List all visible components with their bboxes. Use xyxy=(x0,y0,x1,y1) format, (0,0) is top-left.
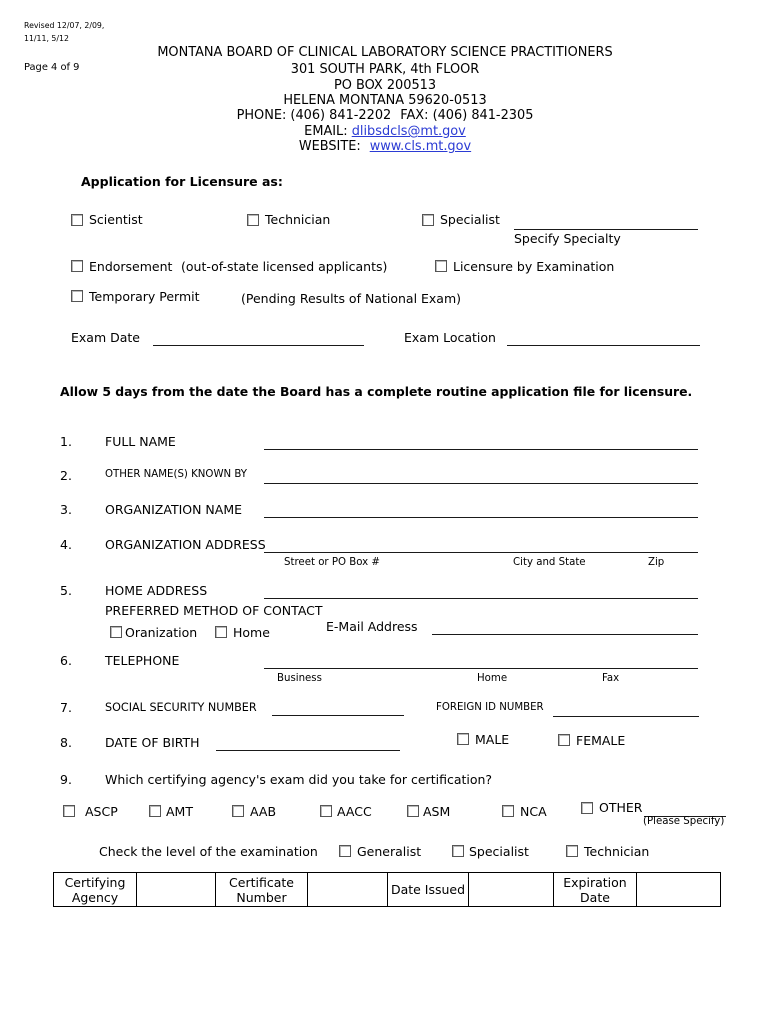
agency-asm-label: ASM xyxy=(423,804,451,819)
certifying-agency-cell[interactable] xyxy=(137,873,216,907)
agency-other-label: OTHER xyxy=(599,800,643,815)
home-address-input[interactable] xyxy=(264,584,698,599)
level-specialist-label: Specialist xyxy=(469,844,529,859)
specialty-input[interactable] xyxy=(514,215,698,230)
ssn-label: SOCIAL SECURITY NUMBER xyxy=(105,701,257,714)
foreign-id-label: FOREIGN ID NUMBER xyxy=(436,702,544,713)
item-number: 6. xyxy=(60,653,72,668)
agency-ascp-checkbox[interactable] xyxy=(63,805,75,817)
agency-other-input[interactable] xyxy=(644,802,726,817)
agency-aacc-checkbox[interactable] xyxy=(320,805,332,817)
item-number: 4. xyxy=(60,537,72,552)
exam-date-input[interactable] xyxy=(153,331,364,346)
board-address-line3: HELENA MONTANA 59620-0513 xyxy=(283,93,487,108)
exam-location-input[interactable] xyxy=(507,331,700,346)
other-names-input[interactable] xyxy=(264,469,698,484)
item-number: 9. xyxy=(60,772,72,787)
foreign-id-input[interactable] xyxy=(553,702,699,717)
agency-ascp-label: ASCP xyxy=(85,804,118,819)
email-address-label: E-Mail Address xyxy=(326,619,418,634)
item-number: 7. xyxy=(60,700,72,715)
agency-nca-checkbox[interactable] xyxy=(502,805,514,817)
date-of-birth-input[interactable] xyxy=(216,736,400,751)
female-checkbox[interactable] xyxy=(558,734,570,746)
email-link[interactable]: dlibsdcls@mt.gov xyxy=(351,124,466,139)
temporary-permit-label: Temporary Permit xyxy=(89,289,200,304)
certificate-number-header: Certificate Number xyxy=(216,873,308,907)
organization-address-input[interactable] xyxy=(264,538,698,553)
business-phone-sublabel: Business xyxy=(277,673,322,684)
temporary-permit-checkbox[interactable] xyxy=(71,290,83,302)
fax-sublabel: Fax xyxy=(602,673,620,684)
level-specialist-checkbox[interactable] xyxy=(452,845,464,857)
agency-amt-label: AMT xyxy=(166,804,193,819)
expiration-date-cell[interactable] xyxy=(637,873,721,907)
agency-other-checkbox[interactable] xyxy=(581,802,593,814)
level-generalist-label: Generalist xyxy=(357,844,422,859)
email-address-input[interactable] xyxy=(432,620,698,635)
agency-nca-label: NCA xyxy=(520,804,547,819)
home-phone-sublabel: Home xyxy=(477,673,508,684)
telephone-label: TELEPHONE xyxy=(105,653,180,668)
certifying-agency-header: Certifying Agency xyxy=(54,873,137,907)
telephone-input[interactable] xyxy=(264,654,698,669)
specialist-label: Specialist xyxy=(440,212,500,227)
level-generalist-checkbox[interactable] xyxy=(339,845,351,857)
full-name-label: FULL NAME xyxy=(105,434,176,449)
endorsement-note: (out-of-state licensed applicants) xyxy=(181,259,388,274)
email-label: EMAIL: xyxy=(304,124,348,139)
organization-name-label: ORGANIZATION NAME xyxy=(105,502,243,517)
agency-asm-checkbox[interactable] xyxy=(407,805,419,817)
license-type-heading: Application for Licensure as: xyxy=(81,174,283,189)
processing-notice: Allow 5 days from the date the Board has a complete routine application file for licensure. xyxy=(60,384,693,399)
endorsement-label: Endorsement xyxy=(89,259,173,274)
female-label: FEMALE xyxy=(576,733,626,748)
page-number: Page 4 of 9 xyxy=(24,62,80,73)
male-checkbox[interactable] xyxy=(457,733,469,745)
board-contact-line xyxy=(0,108,770,123)
item-number: 8. xyxy=(60,735,72,750)
board-fax: FAX: (406) 841-2305 xyxy=(400,108,534,123)
endorsement-checkbox[interactable] xyxy=(71,260,83,272)
scientist-checkbox[interactable] xyxy=(71,214,83,226)
item-number: 2. xyxy=(60,468,72,483)
ssn-input[interactable] xyxy=(272,701,404,716)
specialist-checkbox[interactable] xyxy=(422,214,434,226)
item-number: 5. xyxy=(60,583,72,598)
certificate-number-cell[interactable] xyxy=(308,873,388,907)
level-technician-checkbox[interactable] xyxy=(566,845,578,857)
agency-amt-checkbox[interactable] xyxy=(149,805,161,817)
exam-level-prompt: Check the level of the examination xyxy=(99,844,318,859)
please-specify-hint: (Please Specify) xyxy=(643,816,725,827)
agency-aab-checkbox[interactable] xyxy=(232,805,244,817)
contact-organization-label: Oranization xyxy=(125,625,198,640)
contact-home-checkbox[interactable] xyxy=(215,626,227,638)
contact-organization-checkbox[interactable] xyxy=(110,626,122,638)
certifying-agency-question: Which certifying agency's exam did you take for certification? xyxy=(105,772,493,787)
item-number: 1. xyxy=(60,434,72,449)
technician-checkbox[interactable] xyxy=(247,214,259,226)
technician-label: Technician xyxy=(265,212,331,227)
male-label: MALE xyxy=(475,732,510,747)
certification-table xyxy=(53,872,721,907)
city-state-sublabel: City and State xyxy=(513,557,586,568)
board-phone: PHONE: (406) 841-2202 xyxy=(236,108,392,123)
date-issued-header: Date Issued xyxy=(388,873,469,907)
board-address-line1: 301 SOUTH PARK, 4th FLOOR xyxy=(290,62,480,77)
specify-specialty-label: Specify Specialty xyxy=(514,231,621,246)
street-sublabel: Street or PO Box # xyxy=(284,557,380,568)
zip-sublabel: Zip xyxy=(648,557,665,568)
website-label: WEBSITE: xyxy=(298,139,361,154)
agency-aab-label: AAB xyxy=(250,804,277,819)
revision-note-line1: Revised 12/07, 2/09, xyxy=(24,21,105,30)
website-link[interactable]: www.cls.mt.gov xyxy=(369,139,472,154)
home-address-label: HOME ADDRESS xyxy=(105,583,208,598)
board-email-line xyxy=(0,124,770,139)
exam-location-label: Exam Location xyxy=(404,330,496,345)
table-row xyxy=(54,873,721,907)
other-names-label: OTHER NAME(S) KNOWN BY xyxy=(105,469,248,480)
level-technician-label: Technician xyxy=(584,844,650,859)
scientist-label: Scientist xyxy=(89,212,143,227)
revision-note-line2: 11/11, 5/12 xyxy=(24,34,69,43)
temporary-permit-note: (Pending Results of National Exam) xyxy=(241,291,462,306)
full-name-input[interactable] xyxy=(264,435,698,450)
date-of-birth-label: DATE OF BIRTH xyxy=(105,735,200,750)
agency-aacc-label: AACC xyxy=(337,804,372,819)
organization-address-label: ORGANIZATION ADDRESS xyxy=(105,537,266,552)
licensure-by-exam-checkbox[interactable] xyxy=(435,260,447,272)
expiration-date-header: Expiration Date xyxy=(554,873,637,907)
exam-date-label: Exam Date xyxy=(71,330,140,345)
item-number: 3. xyxy=(60,502,72,517)
board-website-line xyxy=(0,139,770,154)
contact-home-label: Home xyxy=(233,625,270,640)
organization-name-input[interactable] xyxy=(264,503,698,518)
date-issued-cell[interactable] xyxy=(469,873,554,907)
licensure-by-exam-label: Licensure by Examination xyxy=(453,259,615,274)
board-name: MONTANA BOARD OF CLINICAL LABORATORY SCIENCE PRACTITIONERS xyxy=(157,45,613,60)
board-address-line2: PO BOX 200513 xyxy=(333,78,437,93)
preferred-contact-label: PREFERRED METHOD OF CONTACT xyxy=(105,603,323,618)
